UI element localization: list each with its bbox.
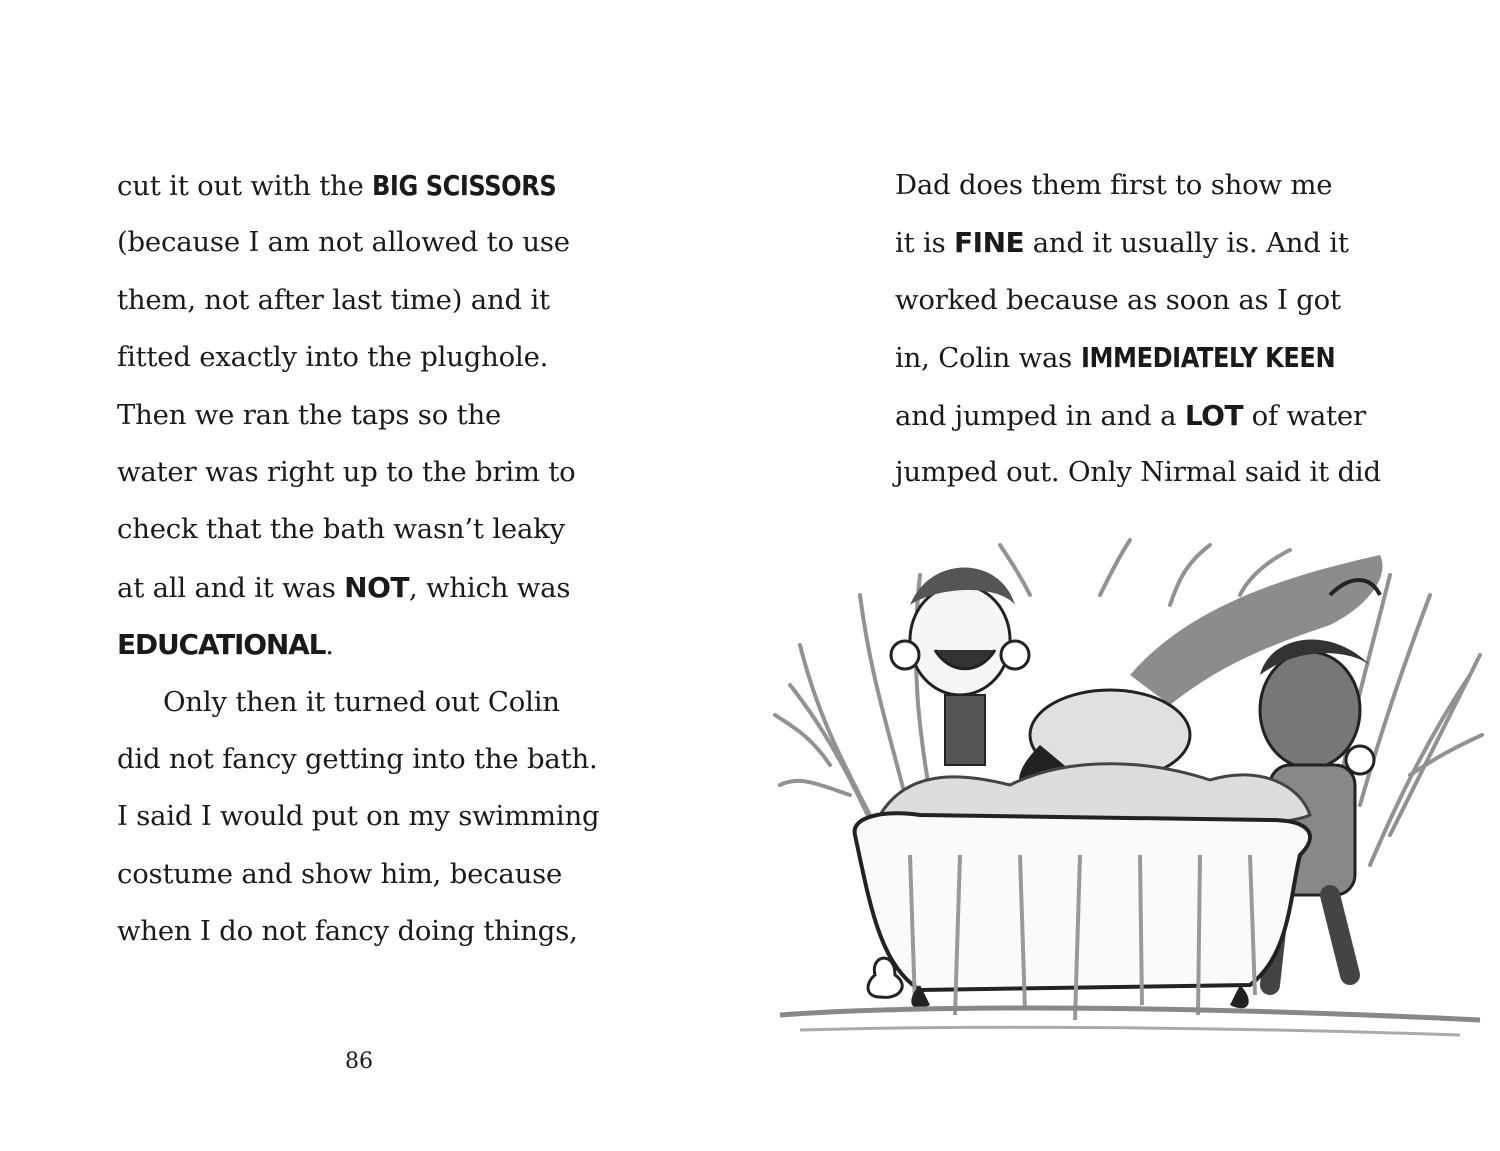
- text-line: and jumped in and a LOT of water: [895, 387, 1495, 444]
- right-page: [750, 0, 1500, 1151]
- text-line: jumped out. Only Nirmal said it did: [895, 455, 1381, 488]
- text-line: Only then it turned out Colin: [163, 685, 560, 718]
- text-line: did not fancy getting into the bath.: [117, 742, 598, 775]
- text-line: when I do not fancy doing things,: [117, 915, 578, 948]
- text-line: it is FINE and it usually is. And it: [895, 214, 1495, 271]
- text-line: in, Colin was IMMEDIATELY KEEN: [895, 329, 1495, 386]
- text-line: I said I would put on my swimming: [117, 800, 600, 833]
- text-line: water was right up to the brim to: [117, 455, 576, 488]
- emphasis-caps: LOT: [1184, 398, 1244, 432]
- text-line: cut it out with the BIG SCISSORS: [117, 157, 717, 214]
- text-line: Then we ran the taps so the: [117, 398, 502, 431]
- page-number: 86: [345, 1049, 373, 1074]
- text-line: fitted exactly into the plughole.: [117, 341, 549, 374]
- emphasis-caps: EDUCATIONAL: [117, 628, 326, 662]
- emphasis-caps: FINE: [954, 226, 1025, 260]
- text-line: worked because as soon as I got: [895, 283, 1341, 316]
- bath-splash-illustration-icon: [770, 535, 1485, 1055]
- text-line: costume and show him, because: [117, 857, 563, 890]
- text-line: at all and it was NOT, which was: [117, 559, 717, 616]
- emphasis-caps: NOT: [344, 570, 409, 604]
- text-line: (because I am not allowed to use: [117, 226, 570, 259]
- text-line: Dad does them first to show me: [895, 169, 1333, 201]
- emphasis-caps: BIG SCISSORS: [372, 169, 557, 202]
- text-line: check that the bath wasn’t leaky: [117, 513, 565, 546]
- emphasis-caps: IMMEDIATELY KEEN: [1080, 341, 1335, 375]
- text-line: them, not after last time) and it: [117, 283, 550, 316]
- right-page-text: [895, 157, 1495, 501]
- left-page-text: [117, 157, 717, 960]
- text-line: EDUCATIONAL.: [117, 616, 717, 673]
